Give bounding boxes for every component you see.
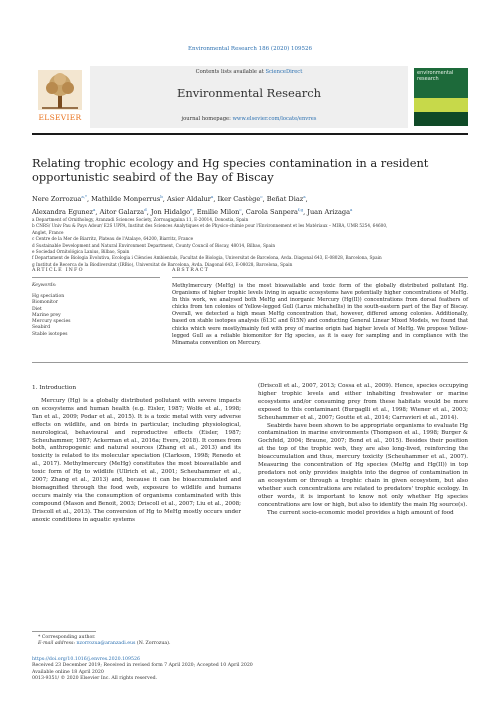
abstract-heading: ABSTRACT [172, 268, 210, 273]
author[interactable]: Alexandra Egunez$^a$, [32, 206, 100, 216]
keyword: Mercury species [32, 319, 71, 325]
paragraph: Mercury (Hg) is a globally distributed pollutant with severe impacts on ecosystems and human health (e.g. Eisler, 1987; Wolfe et al., 1998; Tan et al., 2009; Podar et al., 2015). It is a toxic metal with very adverse effects on wildlife, and on birds in particular, including physiological, neurological, behavioural and reproductive effects (Eisler, 1987; Scheuhammer, 1987; Ackerman et al., 2016a; Evers, 2018). It comes from both, anthropogenic and natural sources (Zhang et al., 2013) and its toxicity is related to its molecular speciation (Clarkson, 1998; Renedo et al., 2017). Methylmercury (MeHg) constitutes the most bioavailable and toxic form of Hg to wildlife (Ullrich et al., 2001; Scheuhammer et al., 2007; Zhang et al., 2013) and, because it can be bioaccumulated and biomagnified through the food web, exposure to wildlife and humans occurs mainly via the consumption of organisms contaminated with this compound (Mason and Benoit, 2003; Driscoll et al., 2007; Liu et al., 2008; Driscoll et al., 2013). The conversion of Hg to MeHg mostly occurs under anoxic conditions in aquatic systems [32, 398, 241, 523]
keyword: Diet [32, 306, 42, 312]
author[interactable]: Aitor Galarza$^d$, [99, 206, 151, 216]
received-dates: Received 23 December 2019; Received in revised form 7 April 2020; Accepted 10 April 2020 [32, 663, 253, 669]
keywords-label: Keywords: [32, 283, 57, 288]
email-line: E-mail address: nzorrozua@aranzadi.eus (N. Zorrozua). [38, 641, 171, 647]
doi-link[interactable]: https://doi.org/10.1016/j.envres.2020.109526 [32, 657, 140, 662]
affiliation-list [32, 217, 468, 268]
elsevier-logo [32, 66, 88, 128]
affiliation: c Centre de la Mer de Biarritz, Plateau de l'Atalaye, 64200, Biarritz, France [32, 236, 194, 242]
cover-band [414, 98, 468, 112]
author[interactable]: Mathilde Monperrus$^b$, [91, 194, 167, 204]
paragraph: (Driscoll et al., 2007, 2013; Cossa et al., 2009). Hence, species occupying higher trophic levels and either inhabiting freshwater or marine ecosystems and/or consuming prey from these habitats would be more exposed to this contaminant (Burgaglli et al., 1998; Wiener et al., 2003; Scheuhammer et al., 2007; Goutte et al., 2014; Carravieri et al., 2014). [258, 383, 468, 421]
contents-line: Contents lists available at ScienceDirect [195, 69, 303, 75]
affiliation: f Departament de Biologia Evolutiva, Ecologia i Ciències Ambientals, Facultat de Biologia, Universitat de Barcelona, Avda. Diagonal 643, E-08028, Barcelona, Spain [32, 255, 382, 261]
footnotes [38, 635, 468, 648]
keyword: Biomonitor [32, 300, 58, 306]
paragraph: The current socio-economic model provides a high amount of food [267, 509, 454, 516]
corresponding-author-note: * Corresponding author. [38, 635, 96, 640]
affiliation: a Department of Ornithology, Aranzadi Sciences Society, Zorroagagaina 11, E-20014, Donostia, Spain [32, 217, 249, 222]
keyword: Hg speciation [32, 294, 65, 299]
keyword: Stable isotopes [32, 331, 68, 337]
keyword: Seabird [32, 325, 51, 331]
affiliation: g Institut de Recerca de la Biodiversitat (IRBio), Universitat de Barcelona, Avda. Diagonal 643, E-08028, Barcelona, Spain [32, 261, 293, 267]
header-divider [32, 133, 468, 135]
copyright: 0013-9351/ © 2020 Elsevier Inc. All rights reserved. [32, 675, 158, 681]
journal-homepage: journal homepage: www.elsevier.com/locate/envres [181, 116, 317, 122]
author-list [32, 192, 468, 217]
cover-title: environmental research [417, 70, 454, 82]
footnote-rule [32, 631, 96, 632]
abstract-text: Methylmercury (MeHg) is the most bioavailable and toxic form of the globally distributed pollutant Hg. Organisms of higher trophic levels living in aquatic ecosystems have potentially higher concentrations of MeHg. In this work, we analysed both MeHg and inorganic Mercury (Hg(II)) concentrations from dorsal feathers of chicks from ten colonies of Yellow-legged Gull (Larus michahellis) in the south-eastern part of the Bay of Biscay. Overall, we detected a high mean MeHg concentration that, however, differed among colonies. Additionally, based on stable isotopes analysis (δ13C and δ15N) and conducting General Linear Mixed Models, we found that chicks which were mostly/mainly fed with prey of marine origin had higher levels of MeHg. We propose Yellow-legged Gull as a reliable biomonitor for Hg species, as it is easy for sampling and in compliance with the Minamata convention on Mercury. [172, 283, 468, 346]
author[interactable]: Asier Aldalur$^a$, [166, 194, 218, 204]
affiliation: b CNRS/ Univ Pau & Pays Adour/ E2S UPPA, Institut des Sciences Analytiques et de Physico-chimie pour l'Environnement et les Matériaux – MIRA, UMR 5254, 64600, [32, 223, 388, 229]
elsevier-tree-icon [38, 70, 82, 110]
cover-bottom [414, 112, 468, 126]
article-info-rule [32, 277, 160, 278]
email-link[interactable]: nzorrozua@aranzadi.eus [76, 641, 136, 647]
journal-cover-thumbnail[interactable] [414, 68, 468, 126]
paragraph: Seabirds have been shown to be appropriate organisms to evaluate Hg contamination in marine environments (Thompson et al., 1998; Burger & Gochfeld, 2004; Braune, 2007; Bond et al., 2015). Besides their position at the top of the trophic web, they are also long-lived, reinforcing the bioaccumulation and thus, mercury toxicity (Scheuhammer et al., 2007). Measuring the concentration of Hg species (MeHg and Hg(II)) in top predators not only provides insights into the degree of contamination in an ecosystem or through a trophic chain in given ecosystem, but also whether such concentrations are related to predators' trophic ecology. In other words, it is important to know not only whether Hg species concentrations are low or high, but also to identify the main Hg source(s). [258, 422, 468, 508]
affiliation: e Sociedad Ornitológica Lanius, Bilbao, Spain [32, 249, 130, 255]
homepage-link[interactable]: www.elsevier.com/locate/envres [232, 116, 317, 122]
journal-header [32, 66, 468, 128]
journal-citation[interactable]: Environmental Research 186 (2020) 109526 [188, 46, 312, 52]
available-online: Available online 18 April 2020 [32, 669, 104, 675]
author[interactable]: Nere Zorrozua$^{a,*}$, [32, 194, 92, 204]
keyword-list [32, 294, 132, 338]
section-heading-introduction: 1. Introduction [32, 385, 77, 391]
author[interactable]: Carola Sanpera$^{f,g}$, [245, 206, 308, 216]
sciencedirect-link[interactable]: ScienceDirect [265, 69, 303, 75]
author[interactable]: Beñat Diaz$^a$, [266, 194, 308, 204]
journal-name: Environmental Research [176, 86, 322, 100]
abstract-bottom-rule [32, 362, 468, 363]
author[interactable]: Jon Hidalgo$^e$, [150, 206, 197, 216]
body-column-right [258, 383, 468, 517]
article-title: Relating trophic ecology and Hg species contamination in a resident opportunistic seabird of the Bay of Biscay [32, 156, 429, 184]
article-info-heading: ARTICLE INFO [32, 268, 84, 273]
author[interactable]: Emilie Milon$^c$, [196, 206, 246, 216]
elsevier-wordmark: ELSEVIER [38, 113, 82, 122]
body-column-left [32, 398, 241, 525]
publication-info [32, 657, 468, 682]
affiliation: Anglet, France [32, 229, 64, 235]
keyword: Marine prey [32, 312, 61, 318]
author[interactable]: Juan Arizaga$^a$ [307, 206, 353, 216]
abstract-rule [172, 277, 468, 278]
affiliation: d Sustainable Development and Natural Environment Department, County Council of Biscay, 48014, Bilbao, Spain [32, 242, 276, 248]
author[interactable]: Iker Castège$^c$, [217, 194, 267, 204]
